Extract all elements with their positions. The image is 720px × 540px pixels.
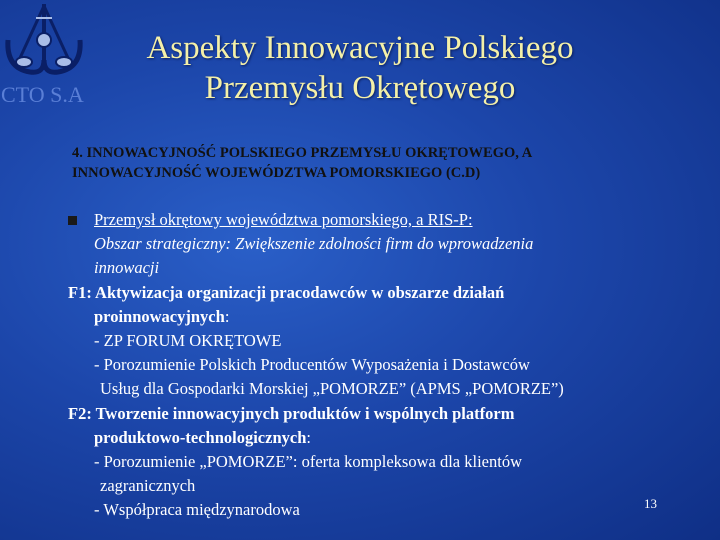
strategic-area-line-1: Obszar strategiczny: Zwiększenie zdolności firm do wprowadzenia — [94, 234, 534, 254]
strategic-area-line-2: innowacji — [94, 258, 160, 278]
f1-item-1: - ZP FORUM OKRĘTOWE — [94, 331, 282, 351]
section-heading — [72, 143, 692, 183]
slide-body — [68, 208, 708, 523]
title-line-1: Aspekty Innowacyjne Polskiego — [146, 30, 574, 66]
f2-heading-text: produktowo-technologicznych — [94, 427, 307, 447]
f2-heading-line-1: F2: Tworzenie innowacyjnych produktów i wspólnych platform — [68, 403, 515, 423]
f1-colon: : — [224, 306, 230, 326]
bullet-heading: Przemysł okrętowy województwa pomorskiego, a RIS-P: — [94, 210, 473, 229]
f1-item-2-line-2: Usług dla Gospodarki Morskiej „POMORZE” (APMS „POMORZE”) — [100, 379, 564, 399]
f2-item-1-line-1: - Porozumienie „POMORZE”: oferta kompleksowa dla klientów — [94, 452, 522, 472]
f1-item-2-line-1: - Porozumienie Polskich Producentów Wyposażenia i Dostawców — [94, 355, 530, 375]
bullet-item — [68, 208, 708, 232]
f1-heading-line-1: F1: Aktywizacja organizacji pracodawców w obszarze działań — [68, 282, 505, 302]
section-heading-line-2: INNOWACYJNOŚĆ WOJEWÓDZTWA POMORSKIEGO (C.D) — [72, 165, 481, 181]
f1-heading-text: proinnowacyjnych — [94, 306, 225, 326]
page-number: 13 — [644, 496, 657, 511]
slide-title — [110, 28, 610, 108]
square-bullet-icon — [68, 216, 77, 225]
f2-colon: : — [306, 427, 311, 447]
f2-item-2: - Współpraca międzynarodowa — [94, 500, 300, 520]
logo-text: CTO S.A — [1, 82, 84, 107]
section-heading-line-1: 4. INNOWACYJNOŚĆ POLSKIEGO PRZEMYSŁU OKRĘTOWEGO, A — [72, 145, 533, 161]
title-line-2: Przemysłu Okrętowego — [204, 70, 516, 106]
f2-item-1-line-2: zagranicznych — [100, 476, 196, 496]
f2-heading-line-2 — [68, 426, 708, 450]
f1-heading-line-2 — [68, 305, 708, 329]
